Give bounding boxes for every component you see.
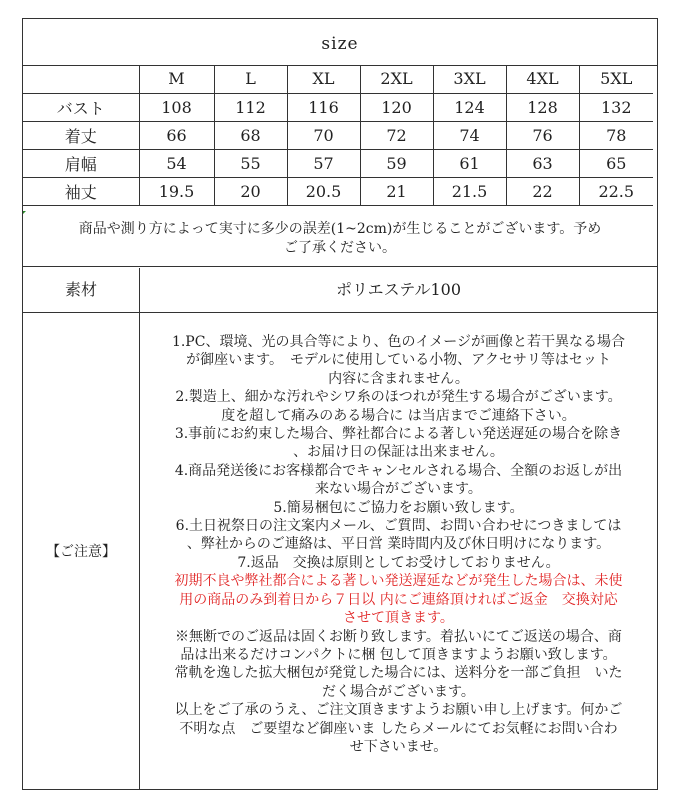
- size-value-cell: 74: [433, 121, 506, 149]
- size-table: [23, 65, 653, 206]
- caution-line: 不明な点 ご要望など御座いま したらメールにてお気軽にお問い合わ: [179, 720, 618, 737]
- size-value-cell: 55: [214, 149, 287, 177]
- size-value-cell: 20.5: [287, 177, 360, 205]
- size-value-cell: 63: [506, 149, 579, 177]
- size-header-cell: XL: [287, 65, 360, 93]
- size-header-cell: M: [139, 65, 214, 93]
- caution-line: だく場合がございます。: [322, 683, 475, 700]
- size-value-cell: 65: [579, 149, 653, 177]
- size-value-cell: 59: [360, 149, 433, 177]
- size-row-label: 肩幅: [23, 149, 139, 177]
- size-header-cell: 4XL: [506, 65, 579, 93]
- measurement-note-line-2: ご了承ください。: [284, 240, 396, 256]
- measurement-note-line-1: 商品や測り方によって実寸に多少の誤差(1~2cm)が生じることがございます。予め: [78, 221, 602, 237]
- caution-line: 5.簡易梱包にご協力をお願い致します。: [273, 499, 524, 516]
- caution-line: 内容に含まれません。: [328, 370, 469, 387]
- size-value-cell: 70: [287, 121, 360, 149]
- size-value-cell: 72: [360, 121, 433, 149]
- caution-line: 6.土日祝祭日の注文案内メール、ご質問、お問い合わせにつきましては: [175, 518, 622, 535]
- size-value-cell: 76: [506, 121, 579, 149]
- size-header-corner: [23, 65, 139, 93]
- size-value-cell: 78: [579, 121, 653, 149]
- size-value-cell: 66: [139, 121, 214, 149]
- caution-line: させて頂きます。: [343, 610, 454, 627]
- caution-line: 1.PC、環境、光の具合等により、色のイメージが画像と若干異なる場合: [171, 334, 626, 350]
- size-value-cell: 68: [214, 121, 287, 149]
- size-info-sheet: [22, 18, 658, 790]
- size-value-cell: 22.5: [579, 177, 653, 205]
- size-header-cell: 2XL: [360, 65, 433, 93]
- size-value-cell: 132: [579, 93, 653, 121]
- caution-label: 【ご注意】: [23, 313, 140, 789]
- size-header-cell: L: [214, 65, 287, 93]
- caution-line: せ下さいませ。: [349, 738, 448, 755]
- caution-line: 4.商品発送後にお客様都合でキャンセルされる場合、全額のお返しが出: [174, 462, 623, 479]
- size-value-cell: 21: [360, 177, 433, 205]
- size-value-cell: 124: [433, 93, 506, 121]
- size-value-cell: 54: [139, 149, 214, 177]
- size-value-cell: 61: [433, 149, 506, 177]
- caution-line: 以上をご了承のうえ、ご注文頂きますようお願い申し上げます。何かご: [174, 702, 623, 719]
- size-value-cell: 20: [214, 177, 287, 205]
- caution-line: 常軌を逸した拡大梱包が発覚した場合には、送料分を一部ご負担 いた: [174, 665, 623, 682]
- size-value-cell: 57: [287, 149, 360, 177]
- caution-line: ※無断でのご返品は固くお断り致します。着払いにてご返送の場合、商: [175, 628, 622, 645]
- caution-line: 、弊社からのご連絡は、平日営 業時間内及び休日明けになります。: [186, 536, 611, 553]
- size-value-cell: 108: [139, 93, 214, 121]
- size-header-cell: 5XL: [579, 65, 653, 93]
- material-label: 素材: [23, 268, 140, 312]
- caution-section: [23, 313, 657, 789]
- material-value: ポリエステル100: [335, 280, 462, 299]
- caution-line: 2.製造上、細かな汚れやシワ糸のほつれが発生する場合がございます。: [175, 389, 622, 406]
- caution-line: が御座います。 モデルに使用している小物、アクセサリ等はセット: [186, 352, 611, 369]
- size-header-cell: 3XL: [433, 65, 506, 93]
- size-header-row: [23, 65, 653, 93]
- caution-line: 品は出来るだけコンパクトに梱 包して頂きますようお願い致します。: [180, 646, 617, 663]
- size-row-label: 着丈: [23, 121, 139, 149]
- size-value-cell: 21.5: [433, 177, 506, 205]
- size-row-label: バスト: [23, 93, 139, 121]
- caution-line: 度を超して痛みのある場合に は当店までご連絡下さい。: [221, 407, 576, 424]
- caution-line: 7.返品 交換は原則としてお受けしておりません。: [237, 554, 560, 571]
- table-row: [23, 121, 653, 149]
- size-value-cell: 19.5: [139, 177, 214, 205]
- caution-line: 、お届け日の保証は出来ません。: [293, 444, 504, 461]
- table-row: [23, 149, 653, 177]
- size-value-cell: 120: [360, 93, 433, 121]
- table-row: [23, 93, 653, 121]
- size-value-cell: 116: [287, 93, 360, 121]
- size-value-cell: 22: [506, 177, 579, 205]
- caution-text: [140, 333, 657, 756]
- size-title: size: [23, 19, 657, 66]
- caution-line: 初期不良や弊社都合による著しい発送遅延などが発生した場合は、未使: [174, 573, 623, 590]
- measurement-note: [23, 212, 657, 267]
- caution-line: 来ない場合がございます。: [315, 481, 482, 498]
- caution-line: 用の商品のみ到着日から７日以 内にご連絡頂ければご返金 交換対応: [179, 591, 618, 608]
- size-value-cell: 112: [214, 93, 287, 121]
- size-value-cell: 128: [506, 93, 579, 121]
- size-row-label: 袖丈: [23, 177, 139, 205]
- caution-line: 3.事前にお約束した場合、弊社都合による著しい発送遅延の場合を除き: [174, 426, 623, 443]
- table-row: [23, 177, 653, 205]
- material-row: [23, 268, 657, 313]
